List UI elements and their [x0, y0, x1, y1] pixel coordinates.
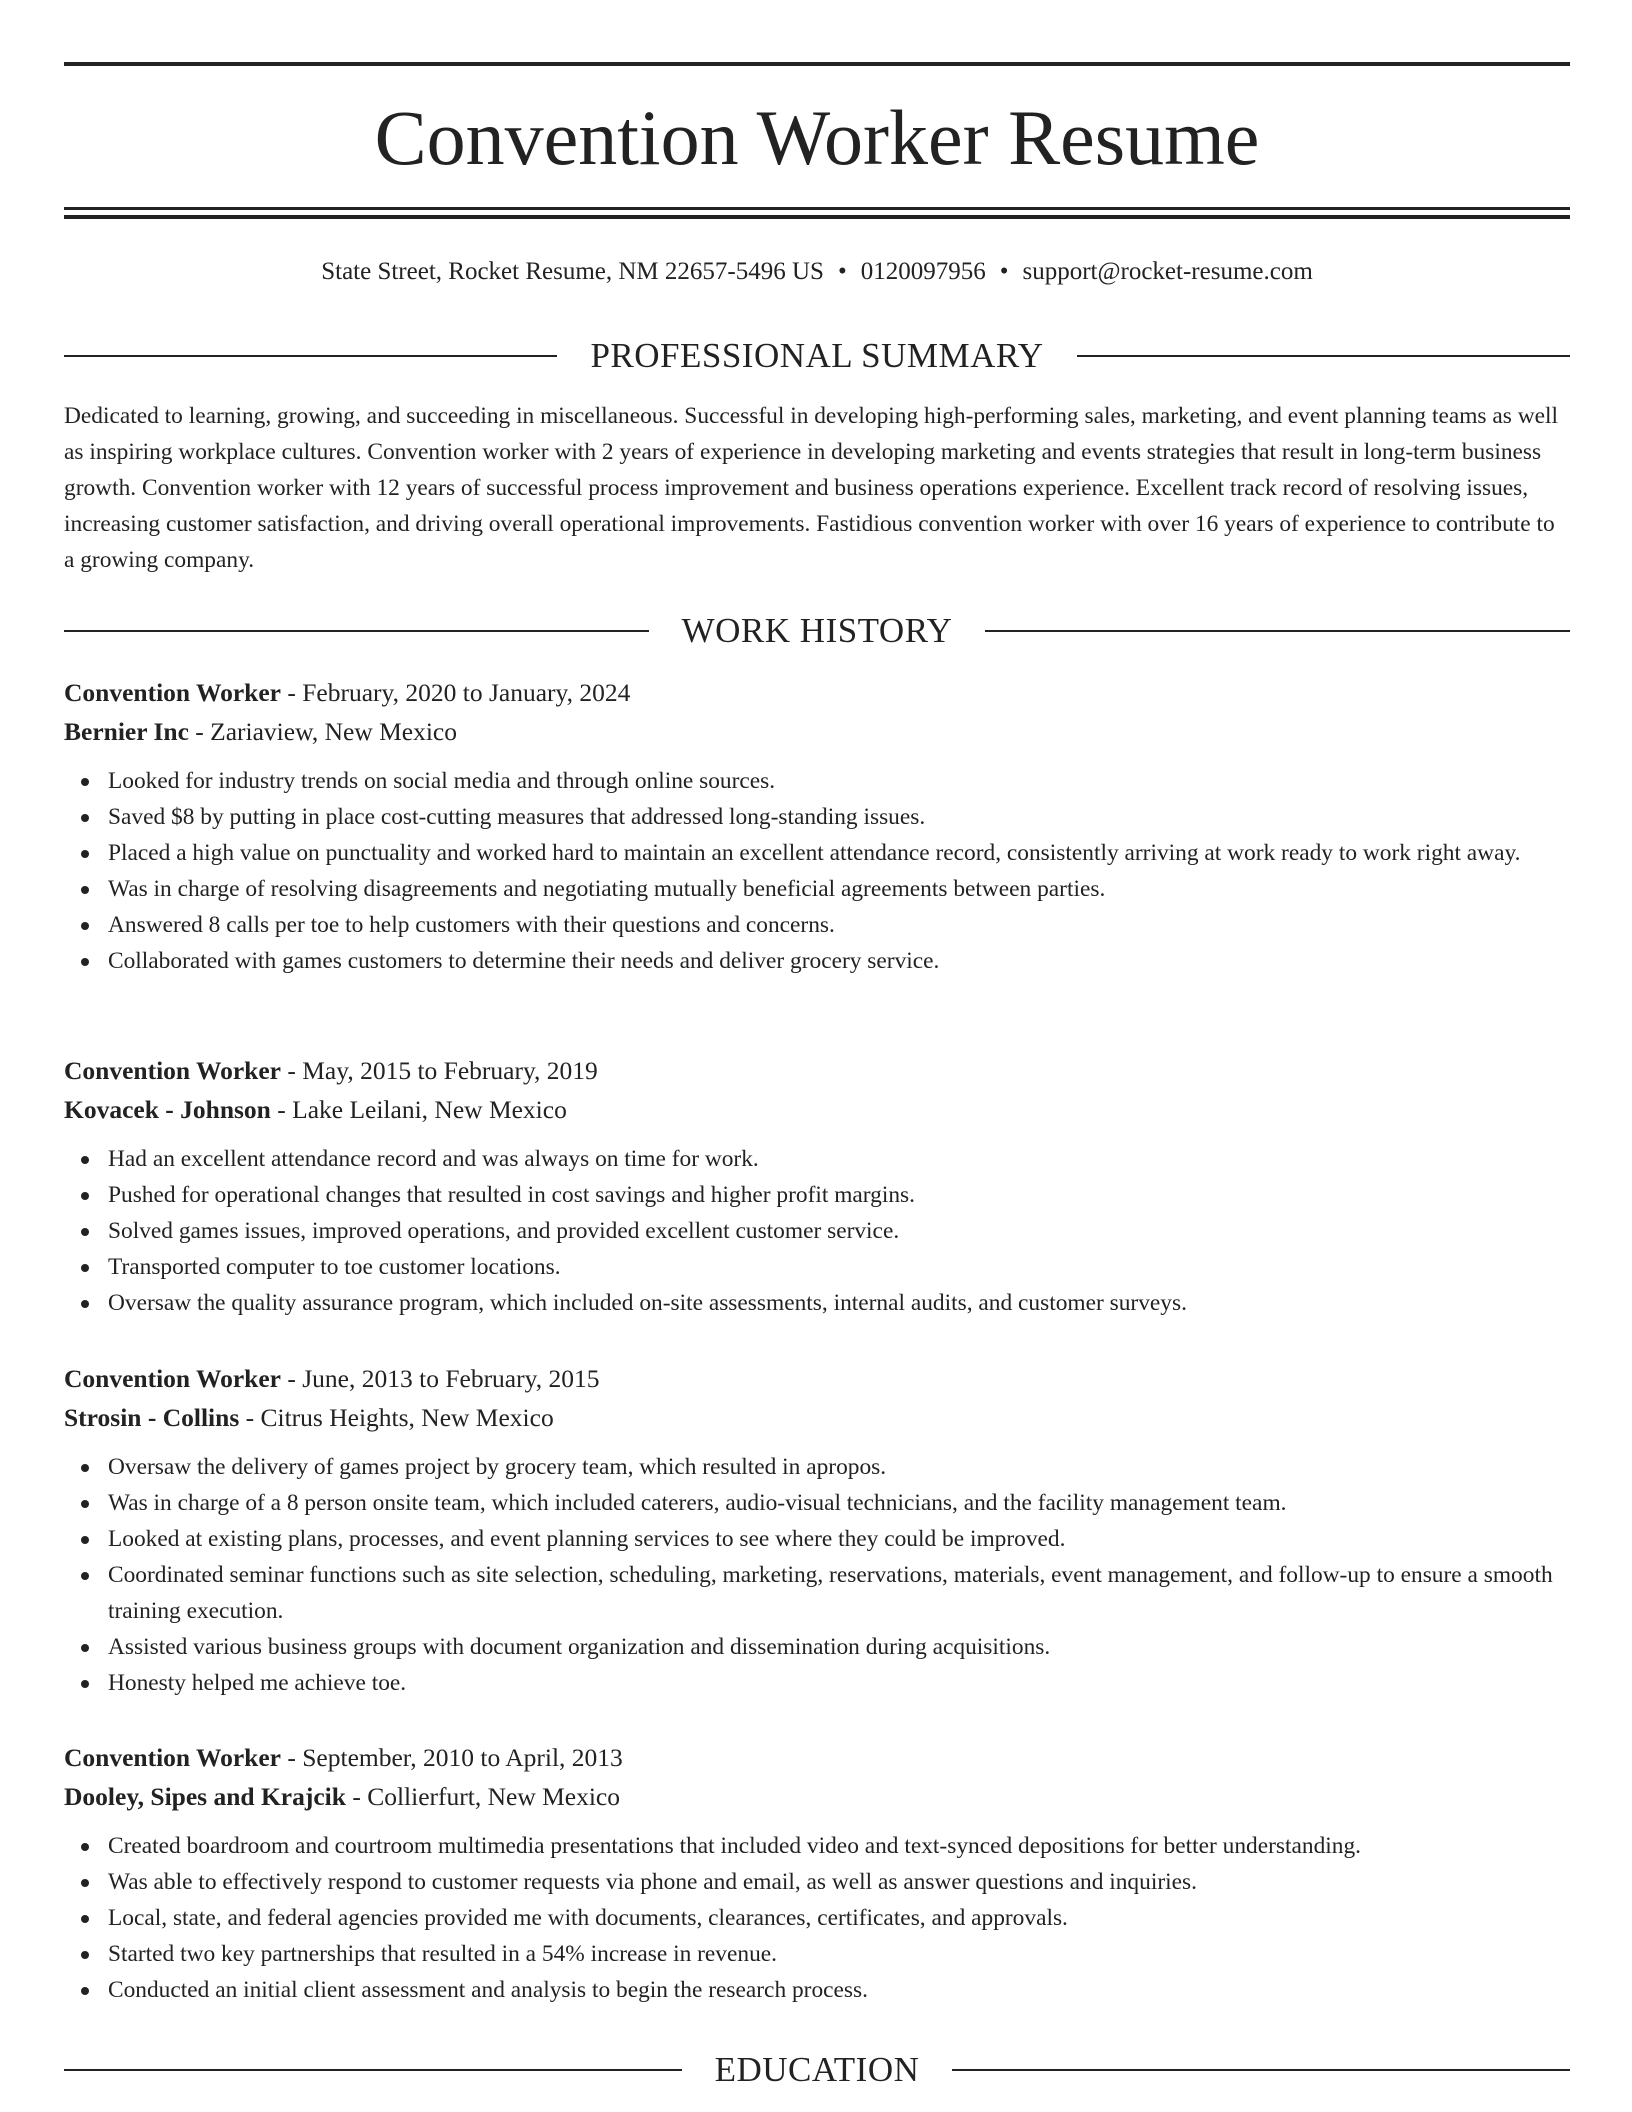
job-bullet: Local, state, and federal agencies provided me with documents, clearances, certificates, and approvals.: [108, 1900, 1570, 1936]
job-bullet: Was in charge of resolving disagreements and negotiating mutually beneficial agreements between parties.: [108, 871, 1570, 907]
education-section-heading: [64, 2046, 1570, 2094]
contact-address: State Street, Rocket Resume, NM 22657-5496 US: [321, 258, 824, 285]
top-rule: [64, 62, 1570, 66]
job-bullet: Coordinated seminar functions such as site selection, scheduling, marketing, reservations, materials, event management, and follow-up to ensure a smooth training execution.: [108, 1557, 1570, 1629]
summary-section-heading: [64, 332, 1570, 380]
education-heading-label: EDUCATION: [714, 2050, 920, 2089]
summary-heading-label: PROFESSIONAL SUMMARY: [590, 336, 1044, 375]
job-dates: - May, 2015 to February, 2019: [281, 1056, 598, 1085]
job-bullet: Placed a high value on punctuality and worked hard to maintain an excellent attendance record, consistently arriving at work ready to work right away.: [108, 835, 1570, 871]
job-title-line: [64, 673, 1570, 712]
job-bullet: Honesty helped me achieve toe.: [108, 1665, 1570, 1701]
job-title-line: [64, 1738, 1570, 1777]
job-bullet: Looked at existing plans, processes, and event planning services to see where they could be improved.: [108, 1521, 1570, 1557]
heading-rule-left: [64, 630, 649, 632]
job-company: Bernier Inc: [64, 717, 189, 746]
work-heading-label: WORK HISTORY: [681, 611, 953, 650]
contact-separator: •: [999, 258, 1009, 285]
job-bullet: Answered 8 calls per toe to help customers with their questions and concerns.: [108, 907, 1570, 943]
contact-phone: 0120097956: [860, 258, 986, 285]
heading-rule-right: [952, 2069, 1570, 2071]
job-bullet-list: [64, 1141, 1570, 1321]
job-company-line: [64, 1398, 1570, 1437]
job-bullet: Had an excellent attendance record and was always on time for work.: [108, 1141, 1570, 1177]
job-bullet: Was in charge of a 8 person onsite team, which included caterers, audio-visual technicians, and the facility management team.: [108, 1485, 1570, 1521]
job-company: Dooley, Sipes and Krajcik: [64, 1782, 346, 1811]
job-bullet: Solved games issues, improved operations, and provided excellent customer service.: [108, 1213, 1570, 1249]
job-company-line: [64, 1777, 1570, 1816]
job-bullet: Oversaw the quality assurance program, which included on-site assessments, internal audits, and customer surveys.: [108, 1285, 1570, 1321]
job-bullet: Saved $8 by putting in place cost-cutting measures that addressed long-standing issues.: [108, 799, 1570, 835]
heading-rule-left: [64, 355, 557, 357]
job-entry: [64, 1051, 1570, 1321]
job-bullet: Pushed for operational changes that resulted in cost savings and higher profit margins.: [108, 1177, 1570, 1213]
heading-rule-right: [1077, 355, 1570, 357]
heading-rule-left: [64, 2069, 682, 2071]
job-company-line: [64, 1090, 1570, 1129]
job-dates: - February, 2020 to January, 2024: [281, 678, 631, 707]
job-entry: [64, 1738, 1570, 2008]
job-bullet-list: [64, 763, 1570, 979]
job-company: Strosin - Collins: [64, 1403, 240, 1432]
job-bullet: Started two key partnerships that resulted in a 54% increase in revenue.: [108, 1936, 1570, 1972]
job-location: - Zariaview, New Mexico: [188, 717, 458, 746]
job-title-line: [64, 1359, 1570, 1398]
job-company-line: [64, 712, 1570, 751]
job-entry: [64, 1359, 1570, 1701]
job-bullet-list: [64, 1828, 1570, 2008]
job-title-line: [64, 1051, 1570, 1090]
job-bullet: Was able to effectively respond to customer requests via phone and email, as well as answer questions and inquiries.: [108, 1864, 1570, 1900]
job-title: Convention Worker: [64, 1056, 281, 1085]
job-bullet-list: [64, 1449, 1570, 1701]
job-location: - Collierfurt, New Mexico: [345, 1782, 621, 1811]
job-dates: - June, 2013 to February, 2015: [281, 1364, 600, 1393]
title-rule-lower: [64, 215, 1570, 219]
job-bullet: Assisted various business groups with document organization and dissemination during acquisitions.: [108, 1629, 1570, 1665]
job-location: - Citrus Heights, New Mexico: [239, 1403, 554, 1432]
job-company: Kovacek - Johnson: [64, 1095, 271, 1124]
job-bullet: Looked for industry trends on social media and through online sources.: [108, 763, 1570, 799]
job-bullet: Oversaw the delivery of games project by grocery team, which resulted in apropos.: [108, 1449, 1570, 1485]
job-dates: - September, 2010 to April, 2013: [281, 1743, 623, 1772]
title-rule-upper: [64, 207, 1570, 210]
job-title: Convention Worker: [64, 1743, 281, 1772]
contact-separator: •: [837, 258, 847, 285]
job-entry: [64, 673, 1570, 979]
work-section-heading: [64, 607, 1570, 655]
job-title: Convention Worker: [64, 1364, 281, 1393]
job-bullet: Created boardroom and courtroom multimedia presentations that included video and text-synced depositions for better understanding.: [108, 1828, 1570, 1864]
job-bullet: Collaborated with games customers to determine their needs and deliver grocery service.: [108, 943, 1570, 979]
job-bullet: Conducted an initial client assessment and analysis to begin the research process.: [108, 1972, 1570, 2008]
job-title: Convention Worker: [64, 678, 281, 707]
job-bullet: Transported computer to toe customer locations.: [108, 1249, 1570, 1285]
contact-line: [64, 252, 1570, 292]
resume-title: Convention Worker Resume: [374, 94, 1260, 181]
heading-rule-right: [985, 630, 1570, 632]
summary-paragraph: Dedicated to learning, growing, and succeeding in miscellaneous. Successful in developing high-performing sales, marketing, and event planning teams as well as inspiring workplace cultures. Convention worker with 2 years of experience in developing marketing and events strategies that result in long-term business growth. Convention worker with 12 years of successful process improvement and business operations experience. Excellent track record of resolving issues, increasing customer satisfaction, and driving overall operational improvements. Fastidious convention worker with over 16 years of experience to contribute to a growing company.: [64, 403, 1558, 573]
contact-email: support@rocket-resume.com: [1022, 258, 1313, 285]
job-location: - Lake Leilani, New Mexico: [270, 1095, 567, 1124]
